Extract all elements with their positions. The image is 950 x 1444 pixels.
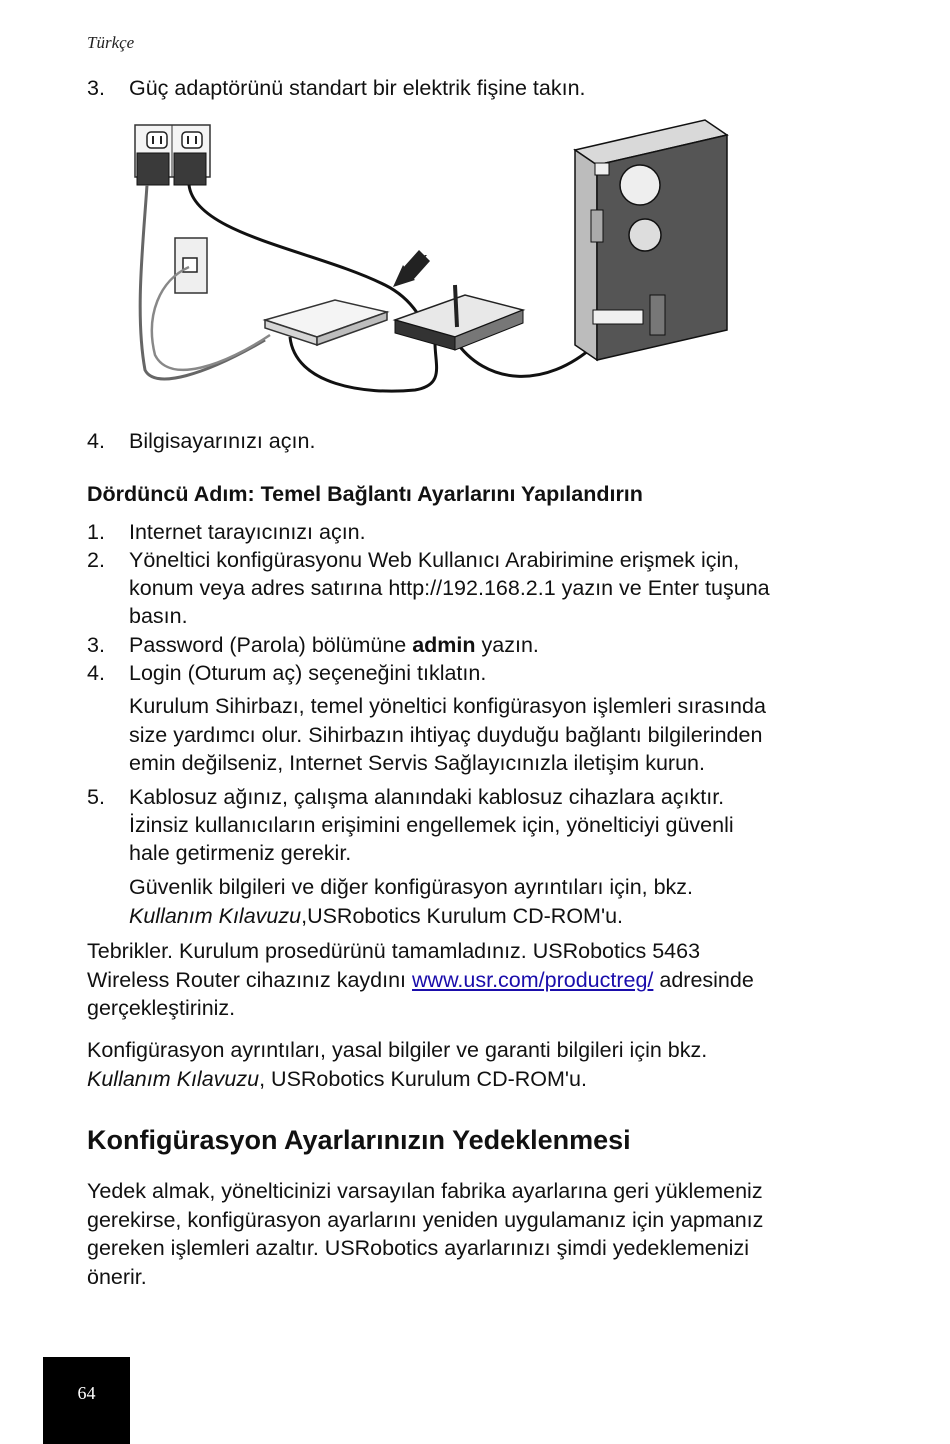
page-number: 64 [77, 1383, 96, 1403]
line: basın. [129, 604, 188, 628]
line: gerekirse, konfigürasyon ayarlarını yeniden uygulamanız için yapmanız [87, 1207, 764, 1232]
step-number: 4. [87, 429, 105, 453]
item-text: Login (Oturum aç) seçeneğini tıklatın. [129, 661, 487, 685]
item-text [129, 783, 849, 867]
router-computer-connection-illustration [125, 115, 735, 405]
text: yazın. [475, 633, 539, 657]
line: hale getirmeniz gerekir. [129, 841, 352, 865]
line: Yöneltici konfigürasyonu Web Kullanıcı Arabirimine erişmek için, [129, 548, 740, 572]
line [87, 1065, 847, 1094]
line: gereken işlemleri azaltır. USRobotics ayarlarınızı şimdi yedeklemenizi [87, 1236, 749, 1260]
line: gerçekleştiriniz. [87, 996, 236, 1020]
section-heading: Konfigürasyon Ayarlarınızın Yedeklenmesi [87, 1125, 631, 1155]
line: konum veya adres satırına http://192.168.2.1 yazın ve Enter tuşuna [129, 576, 770, 600]
line: Kurulum Sihirbazı, temel yöneltici konfigürasyon işlemleri sırasında [129, 694, 766, 718]
line: size yardımcı olur. Sihirbazın ihtiyaç duyduğu bağlantı bilgilerinden [129, 722, 763, 747]
line: önerir. [87, 1264, 147, 1289]
header-language: Türkçe [87, 33, 135, 52]
list-item [87, 546, 847, 636]
text: , USRobotics Kurulum CD-ROM'u. [259, 1066, 587, 1091]
item-number: 2. [87, 548, 105, 572]
text: ,USRobotics Kurulum CD-ROM'u. [301, 903, 623, 928]
text: Wireless Router cihazınız kaydını [87, 967, 413, 992]
line: Kablosuz ağınız, çalışma alanındaki kablosuz cihazlara açıktır. [129, 785, 725, 809]
backup-paragraph [87, 1177, 847, 1291]
italic-text: Kullanım Kılavuzu [87, 1066, 260, 1091]
section-subheading: Dördüncü Adım: Temel Bağlantı Ayarlarını Yapılandırın [87, 482, 643, 506]
item-number: 3. [87, 633, 105, 657]
text: adresinde [653, 967, 754, 992]
line: İzinsiz kullanıcıların erişimini engellemek için, yönelticiyi güvenli [129, 813, 734, 837]
line: Konfigürasyon ayrıntıları, yasal bilgiler ve garanti bilgileri için bkz. [87, 1038, 708, 1062]
security-note [129, 873, 849, 930]
config-note-paragraph [87, 1036, 847, 1093]
italic-text: Kullanım Kılavuzu [129, 903, 302, 928]
line: Tebrikler. Kurulum prosedürünü tamamladınız. USRobotics 5463 [87, 939, 701, 963]
line [129, 902, 849, 931]
congrats-paragraph [87, 937, 847, 1023]
item-text [129, 631, 849, 659]
item-number: 4. [87, 661, 105, 685]
item-text: Internet tarayıcınızı açın. [129, 520, 366, 544]
wizard-note [129, 692, 849, 778]
product-registration-link[interactable]: www.usr.com/productreg/ [412, 967, 654, 992]
item-text [129, 546, 849, 630]
line: Yedek almak, yönelticinizi varsayılan fabrika ayarlarına geri yüklemeniz [87, 1179, 763, 1203]
step-number: 3. [87, 76, 105, 100]
bold-text: admin [412, 633, 476, 657]
list-item [87, 783, 847, 873]
line: Güvenlik bilgileri ve diğer konfigürasyon ayrıntıları için, bkz. [129, 875, 694, 899]
step-text: Güç adaptörünü standart bir elektrik fişine takın. [129, 76, 586, 100]
item-number: 1. [87, 520, 105, 544]
item-number: 5. [87, 785, 105, 809]
text: Password (Parola) bölümüne [129, 633, 413, 657]
step-text: Bilgisayarınızı açın. [129, 429, 316, 453]
line: emin değilseniz, Internet Servis Sağlayıcınızla iletişim kurun. [129, 751, 705, 775]
line [87, 966, 847, 995]
page-number-box [43, 1357, 130, 1444]
